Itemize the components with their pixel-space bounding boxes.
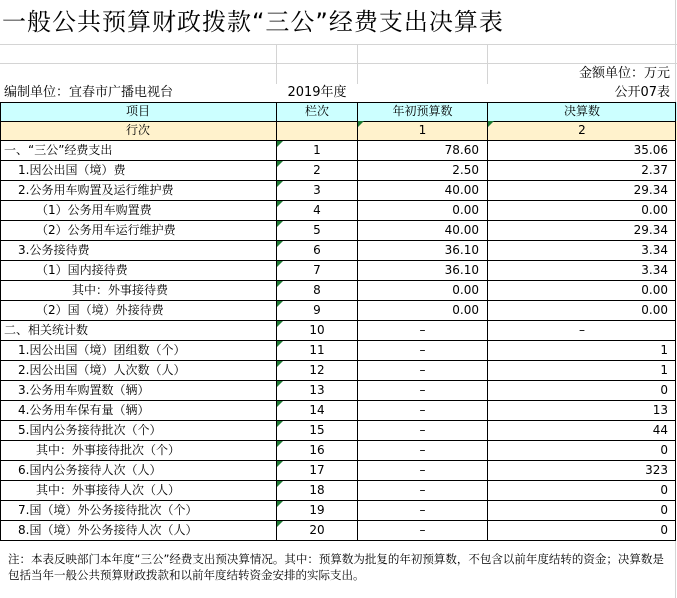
budget-cell: 0.00 <box>452 283 479 297</box>
lanci-cell: 20 <box>309 523 325 537</box>
lanci-cell: 5 <box>313 223 321 237</box>
lanci-cell: 4 <box>313 203 321 217</box>
item-cell: 2.公务用车购置及运行维护费 <box>18 183 174 197</box>
item-cell: 2.因公出国（境）人次数（人） <box>18 363 186 377</box>
final-cell: 0 <box>660 443 668 457</box>
table-header <box>0 102 677 121</box>
budget-cell: 36.10 <box>444 263 479 277</box>
budget-cell: – <box>419 523 426 537</box>
budget-cell: – <box>419 363 426 377</box>
org-row <box>0 84 677 102</box>
budget-cell: 78.60 <box>444 143 479 157</box>
table-row[interactable] <box>0 361 677 381</box>
final-cell: 0 <box>660 523 668 537</box>
unit-row <box>0 64 677 84</box>
lanci-cell: 16 <box>309 443 325 457</box>
table-row[interactable] <box>0 181 677 201</box>
table-row[interactable] <box>0 521 677 541</box>
budget-cell: – <box>419 383 426 397</box>
lanci-cell: 3 <box>313 183 321 197</box>
final-column-index: 2 <box>578 123 586 137</box>
table-row[interactable] <box>0 461 677 481</box>
final-cell: 3.34 <box>641 263 668 277</box>
page-title: 一般公共预算财政拨款“三公”经费支出决算表 <box>2 8 504 36</box>
lanci-cell: 11 <box>309 343 325 357</box>
final-cell: 323 <box>645 463 668 477</box>
lanci-cell: 8 <box>313 283 321 297</box>
item-cell: （2）公务用车运行维护费 <box>36 223 176 237</box>
lanci-cell: 15 <box>309 423 325 437</box>
item-cell: 其中：外事接待人次（人） <box>36 483 181 497</box>
lanci-cell: 14 <box>309 403 325 417</box>
budget-cell: – <box>419 323 426 337</box>
final-cell: 13 <box>652 403 668 417</box>
budget-cell: – <box>419 503 426 517</box>
header-lanci: 栏次 <box>304 104 329 118</box>
org-label: 编制单位：宜春市广播电视台 <box>4 85 174 100</box>
item-cell: 二、相关统计数 <box>4 323 89 337</box>
budget-cell: – <box>419 443 426 457</box>
item-cell: 3.公务用车购置数（辆） <box>18 383 150 397</box>
table-row[interactable] <box>0 261 677 281</box>
lanci-cell: 12 <box>309 363 325 377</box>
budget-cell: – <box>419 483 426 497</box>
final-cell: – <box>579 323 585 337</box>
final-cell: 35.06 <box>633 143 668 157</box>
final-cell: 0 <box>660 383 668 397</box>
item-cell: （2）国（境）外接待费 <box>36 303 164 317</box>
table-row[interactable] <box>0 281 677 301</box>
budget-cell: – <box>419 343 426 357</box>
header-budget: 年初预算数 <box>392 104 453 118</box>
budget-cell: – <box>419 463 426 477</box>
lanci-cell: 6 <box>313 243 321 257</box>
final-cell: 1 <box>660 363 668 377</box>
table-row[interactable] <box>0 141 677 161</box>
table-row[interactable] <box>0 481 677 501</box>
final-cell: 1 <box>660 343 668 357</box>
item-cell: 7.国（境）外公务接待批次（个） <box>18 503 198 517</box>
final-cell: 0.00 <box>641 303 668 317</box>
header-item: 项目 <box>125 104 150 118</box>
item-cell: 其中：外事接待费 <box>72 283 169 297</box>
item-cell: 3.公务接待费 <box>18 243 90 257</box>
lanci-cell: 9 <box>313 303 321 317</box>
lanci-cell: 2 <box>313 163 321 177</box>
budget-cell: 0.00 <box>452 303 479 317</box>
final-cell: 0 <box>660 483 668 497</box>
item-cell: 其中：外事接待批次（个） <box>36 443 181 457</box>
item-cell: 5.国内公务接待批次（个） <box>18 423 162 437</box>
table-row[interactable] <box>0 341 677 361</box>
table-row[interactable] <box>0 241 677 261</box>
row-index-label: 行次 <box>125 123 150 137</box>
footnote: 注：本表反映部门本年度“三公”经费支出预决算情况。其中：预算数为批复的年初预算数，不包含以前年度结转的资金；决算数是包括当年一般公共预算财政拨款和以前年度结转资金安排的实际支出。 <box>8 552 664 582</box>
final-cell: 3.34 <box>641 243 668 257</box>
final-cell: 29.34 <box>633 223 668 237</box>
lanci-cell: 13 <box>309 383 325 397</box>
lanci-cell: 1 <box>313 143 321 157</box>
budget-cell: 0.00 <box>452 203 479 217</box>
item-cell: 1.因公出国（境）团组数（个） <box>18 343 186 357</box>
table-row[interactable] <box>0 501 677 521</box>
year-label: 2019年度 <box>287 85 347 100</box>
header-final: 决算数 <box>563 104 600 118</box>
final-cell: 0.00 <box>641 283 668 297</box>
item-cell: （1）公务用车购置费 <box>36 203 152 217</box>
table-row[interactable] <box>0 161 677 181</box>
final-cell: 29.34 <box>633 183 668 197</box>
form-number: 公开07表 <box>614 85 670 100</box>
budget-cell: 40.00 <box>444 183 479 197</box>
budget-cell: 36.10 <box>444 243 479 257</box>
item-cell: 8.国（境）外公务接待人次（人） <box>18 523 198 537</box>
table-row[interactable] <box>0 401 677 421</box>
lanci-cell: 10 <box>309 323 325 337</box>
table-row[interactable] <box>0 301 677 321</box>
table-row[interactable] <box>0 321 677 341</box>
item-cell: 1.因公出国（境）费 <box>18 163 126 177</box>
lanci-cell: 19 <box>309 503 325 517</box>
item-cell: 一、“三公”经费支出 <box>4 143 113 157</box>
table-row[interactable] <box>0 441 677 461</box>
final-cell: 2.37 <box>641 163 668 177</box>
unit-label: 金额单位：万元 <box>578 66 670 81</box>
lanci-cell: 18 <box>309 483 325 497</box>
budget-column-index: 1 <box>418 123 427 137</box>
budget-cell: 2.50 <box>452 163 479 177</box>
item-cell: （1）国内接待费 <box>36 263 128 277</box>
final-cell: 44 <box>652 423 668 437</box>
item-cell: 6.国内公务接待人次（人） <box>18 463 162 477</box>
item-cell: 4.公务用车保有量（辆） <box>18 403 150 417</box>
final-cell: 0.00 <box>641 203 668 217</box>
budget-cell: 40.00 <box>444 223 479 237</box>
budget-cell: – <box>419 423 426 437</box>
table-row[interactable] <box>0 221 677 241</box>
budget-cell: – <box>419 403 426 417</box>
lanci-cell: 7 <box>313 263 321 277</box>
table-row[interactable] <box>0 201 677 221</box>
final-cell: 0 <box>660 503 668 517</box>
column-index-row <box>0 121 677 140</box>
lanci-cell: 17 <box>309 463 325 477</box>
table-row[interactable] <box>0 381 677 401</box>
table-row[interactable] <box>0 421 677 441</box>
